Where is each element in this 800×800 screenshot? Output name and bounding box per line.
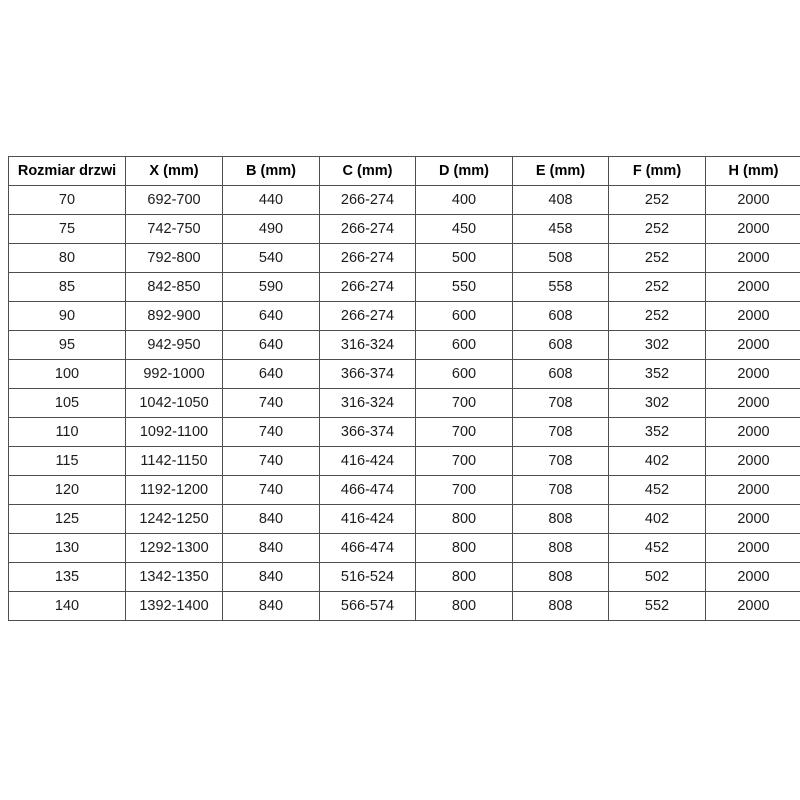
table-row	[9, 331, 800, 360]
table-cell: 640	[223, 360, 320, 389]
table-body	[9, 186, 800, 621]
table-cell: 640	[223, 331, 320, 360]
table-cell: 892-900	[126, 302, 223, 331]
table-cell: 2000	[706, 331, 800, 360]
table-cell: 740	[223, 447, 320, 476]
table-row	[9, 389, 800, 418]
table-cell: 452	[609, 534, 706, 563]
table-row	[9, 273, 800, 302]
table-cell: 1392-1400	[126, 592, 223, 621]
table-cell: 135	[9, 563, 126, 592]
table-cell: 466-474	[320, 534, 416, 563]
table-cell: 416-424	[320, 505, 416, 534]
table-cell: 740	[223, 418, 320, 447]
table-row	[9, 215, 800, 244]
table-cell: 2000	[706, 534, 800, 563]
table-cell: 302	[609, 331, 706, 360]
table-cell: 508	[513, 244, 609, 273]
table-cell: 252	[609, 273, 706, 302]
table-cell: 608	[513, 302, 609, 331]
table-cell: 1042-1050	[126, 389, 223, 418]
table-cell: 316-324	[320, 331, 416, 360]
table-cell: 840	[223, 534, 320, 563]
table-cell: 466-474	[320, 476, 416, 505]
table-cell: 708	[513, 389, 609, 418]
table-cell: 540	[223, 244, 320, 273]
table-cell: 2000	[706, 418, 800, 447]
column-header: C (mm)	[320, 157, 416, 186]
table-cell: 808	[513, 592, 609, 621]
table-cell: 800	[416, 505, 513, 534]
table-cell: 2000	[706, 215, 800, 244]
table-cell: 550	[416, 273, 513, 302]
table-header-row	[9, 157, 800, 186]
table-cell: 2000	[706, 592, 800, 621]
table-cell: 1292-1300	[126, 534, 223, 563]
table-row	[9, 418, 800, 447]
table-cell: 558	[513, 273, 609, 302]
table-cell: 316-324	[320, 389, 416, 418]
table-cell: 490	[223, 215, 320, 244]
table-cell: 2000	[706, 389, 800, 418]
table-cell: 252	[609, 302, 706, 331]
table-cell: 266-274	[320, 244, 416, 273]
table-row	[9, 302, 800, 331]
table-cell: 1192-1200	[126, 476, 223, 505]
table-cell: 700	[416, 418, 513, 447]
table-cell: 590	[223, 273, 320, 302]
table-row	[9, 447, 800, 476]
table-cell: 552	[609, 592, 706, 621]
table-cell: 840	[223, 592, 320, 621]
table-cell: 1342-1350	[126, 563, 223, 592]
table-cell: 740	[223, 389, 320, 418]
table-cell: 140	[9, 592, 126, 621]
table-cell: 452	[609, 476, 706, 505]
table-cell: 440	[223, 186, 320, 215]
table-cell: 450	[416, 215, 513, 244]
table-cell: 75	[9, 215, 126, 244]
table-cell: 742-750	[126, 215, 223, 244]
table-row	[9, 476, 800, 505]
table-cell: 105	[9, 389, 126, 418]
table-cell: 2000	[706, 447, 800, 476]
column-header: D (mm)	[416, 157, 513, 186]
table-cell: 400	[416, 186, 513, 215]
table-cell: 1092-1100	[126, 418, 223, 447]
table-cell: 842-850	[126, 273, 223, 302]
door-size-table-container	[8, 156, 800, 621]
table-cell: 700	[416, 447, 513, 476]
table-cell: 840	[223, 563, 320, 592]
table-cell: 808	[513, 563, 609, 592]
column-header: E (mm)	[513, 157, 609, 186]
table-cell: 502	[609, 563, 706, 592]
table-cell: 95	[9, 331, 126, 360]
table-cell: 2000	[706, 273, 800, 302]
table-row	[9, 186, 800, 215]
table-cell: 2000	[706, 505, 800, 534]
table-cell: 2000	[706, 186, 800, 215]
table-cell: 692-700	[126, 186, 223, 215]
table-row	[9, 563, 800, 592]
table-cell: 120	[9, 476, 126, 505]
table-cell: 402	[609, 447, 706, 476]
table-cell: 366-374	[320, 360, 416, 389]
table-row	[9, 534, 800, 563]
table-cell: 252	[609, 215, 706, 244]
table-cell: 800	[416, 592, 513, 621]
table-cell: 266-274	[320, 186, 416, 215]
column-header: Rozmiar drzwi	[9, 157, 126, 186]
table-cell: 800	[416, 563, 513, 592]
table-cell: 80	[9, 244, 126, 273]
table-cell: 800	[416, 534, 513, 563]
table-cell: 402	[609, 505, 706, 534]
column-header: H (mm)	[706, 157, 800, 186]
table-cell: 942-950	[126, 331, 223, 360]
table-cell: 130	[9, 534, 126, 563]
table-row	[9, 360, 800, 389]
door-size-table	[8, 156, 800, 621]
table-row	[9, 244, 800, 273]
table-cell: 2000	[706, 302, 800, 331]
table-cell: 700	[416, 476, 513, 505]
table-cell: 700	[416, 389, 513, 418]
table-cell: 458	[513, 215, 609, 244]
table-cell: 110	[9, 418, 126, 447]
table-cell: 808	[513, 534, 609, 563]
table-cell: 2000	[706, 244, 800, 273]
table-cell: 708	[513, 418, 609, 447]
table-cell: 100	[9, 360, 126, 389]
table-cell: 2000	[706, 563, 800, 592]
table-cell: 500	[416, 244, 513, 273]
table-cell: 600	[416, 360, 513, 389]
table-cell: 366-374	[320, 418, 416, 447]
table-cell: 416-424	[320, 447, 416, 476]
table-cell: 608	[513, 331, 609, 360]
table-cell: 608	[513, 360, 609, 389]
table-cell: 302	[609, 389, 706, 418]
table-cell: 808	[513, 505, 609, 534]
table-cell: 566-574	[320, 592, 416, 621]
table-cell: 90	[9, 302, 126, 331]
table-cell: 266-274	[320, 215, 416, 244]
table-cell: 992-1000	[126, 360, 223, 389]
table-cell: 1242-1250	[126, 505, 223, 534]
table-cell: 352	[609, 418, 706, 447]
table-cell: 640	[223, 302, 320, 331]
table-cell: 266-274	[320, 273, 416, 302]
table-cell: 115	[9, 447, 126, 476]
table-cell: 600	[416, 302, 513, 331]
table-cell: 125	[9, 505, 126, 534]
table-cell: 708	[513, 447, 609, 476]
table-row	[9, 592, 800, 621]
table-cell: 70	[9, 186, 126, 215]
table-cell: 740	[223, 476, 320, 505]
table-cell: 408	[513, 186, 609, 215]
table-cell: 600	[416, 331, 513, 360]
table-row	[9, 505, 800, 534]
table-cell: 708	[513, 476, 609, 505]
table-cell: 792-800	[126, 244, 223, 273]
column-header: B (mm)	[223, 157, 320, 186]
table-cell: 252	[609, 186, 706, 215]
table-cell: 840	[223, 505, 320, 534]
table-cell: 2000	[706, 360, 800, 389]
table-cell: 85	[9, 273, 126, 302]
column-header: F (mm)	[609, 157, 706, 186]
column-header: X (mm)	[126, 157, 223, 186]
table-cell: 2000	[706, 476, 800, 505]
table-cell: 252	[609, 244, 706, 273]
table-cell: 266-274	[320, 302, 416, 331]
table-cell: 516-524	[320, 563, 416, 592]
table-cell: 1142-1150	[126, 447, 223, 476]
table-cell: 352	[609, 360, 706, 389]
